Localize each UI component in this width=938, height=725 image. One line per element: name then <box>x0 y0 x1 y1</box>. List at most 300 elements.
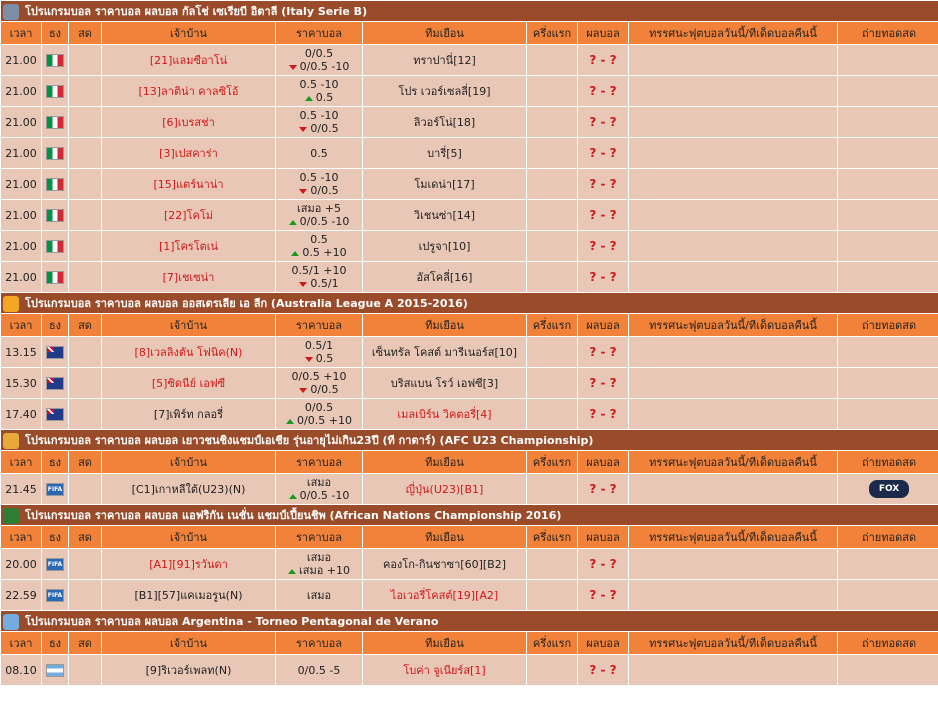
broadcast-cell <box>838 549 938 579</box>
home-team[interactable]: [8]เวลลิงตัน โฟนิค(N) <box>102 337 275 367</box>
score[interactable]: ? - ? <box>589 345 617 359</box>
odds-line-1 <box>276 147 362 160</box>
odds-value: 0.5/1 <box>304 339 334 352</box>
odds-value: 0/0.5 <box>310 383 339 396</box>
header-result: ผลบอล <box>578 451 628 473</box>
odds-line-1 <box>276 339 362 352</box>
result-cell <box>578 200 628 230</box>
live-cell <box>69 368 101 398</box>
home-team[interactable]: [5]ซิดนีย์ เอฟซี <box>102 368 275 398</box>
broadcast-cell <box>838 169 938 199</box>
odds-line-2 <box>276 91 362 104</box>
a-league-logo-icon <box>3 296 19 312</box>
live-cell <box>69 231 101 261</box>
odds-line-2 <box>276 564 362 577</box>
serie-b-logo-icon <box>3 4 19 20</box>
score[interactable]: ? - ? <box>589 376 617 390</box>
live-cell <box>69 138 101 168</box>
league-title[interactable]: โปรแกรมบอล ราคาบอล ผลบอล เยาวชนชิงแชมป์เอเชีย รุ่นอายุไม่เกิน23ปี (ที กาตาร์) (AFC U23 Championship) <box>25 434 594 447</box>
home-team[interactable]: [6]เบรสช่า <box>102 107 275 137</box>
odds-line-2 <box>276 277 362 290</box>
score[interactable]: ? - ? <box>589 557 617 571</box>
tips-cell <box>629 474 837 504</box>
score[interactable]: ? - ? <box>589 270 617 284</box>
match-row[interactable] <box>1 399 938 429</box>
odds-cell <box>276 399 362 429</box>
header-time: เวลา <box>1 526 41 548</box>
league-title[interactable]: โปรแกรมบอล ราคาบอล ผลบอล แอฟริกัน เนชั่น แชมป์เปี้ยนชิพ (African Nations Championship 2016) <box>25 509 562 522</box>
arrow-up-icon <box>291 251 299 256</box>
match-row[interactable] <box>1 262 938 292</box>
header-time: เวลา <box>1 22 41 44</box>
odds-cell <box>276 231 362 261</box>
fifa-flag-icon: FIFA <box>46 483 64 496</box>
arrow-down-icon <box>299 189 307 194</box>
flag-cell <box>42 107 68 137</box>
arrow-up-icon <box>305 96 313 101</box>
live-cell <box>69 169 101 199</box>
arrow-up-icon <box>289 220 297 225</box>
result-cell <box>578 76 628 106</box>
odds-line-2 <box>276 122 362 135</box>
odds-value: 0.5 -10 <box>299 171 339 184</box>
header-tips: ทรรศนะฟุตบอลวันนี้/ทีเด็ดบอลคืนนี้ <box>629 22 837 44</box>
header-time: เวลา <box>1 451 41 473</box>
flag-cell <box>42 655 68 685</box>
odds-cell <box>276 474 362 504</box>
match-row[interactable] <box>1 549 938 579</box>
arrow-down-icon <box>299 282 307 287</box>
league-title-cell <box>1 505 938 525</box>
broadcast-cell <box>838 399 938 429</box>
odds-cell <box>276 200 362 230</box>
match-time: 21.00 <box>1 200 41 230</box>
score[interactable]: ? - ? <box>589 84 617 98</box>
broadcast-cell <box>838 107 938 137</box>
result-cell <box>578 474 628 504</box>
flag-cell <box>42 138 68 168</box>
header-flag: ธง <box>42 451 68 473</box>
result-cell <box>578 107 628 137</box>
odds-value: เสมอ +5 <box>296 202 342 215</box>
header-half: ครึ่งแรก <box>527 451 577 473</box>
tips-cell <box>629 337 837 367</box>
header-odds: ราคาบอล <box>276 22 362 44</box>
away-team[interactable]: เปรูจา[10] <box>363 231 526 261</box>
league-header <box>1 505 938 525</box>
header-home: เจ้าบ้าน <box>102 451 275 473</box>
broadcast-cell <box>838 200 938 230</box>
odds-value: 0.5 <box>315 91 334 104</box>
column-header-row <box>1 526 938 548</box>
header-flag: ธง <box>42 526 68 548</box>
column-header-row <box>1 314 938 336</box>
header-half: ครึ่งแรก <box>527 632 577 654</box>
tips-cell <box>629 549 837 579</box>
odds-cell <box>276 549 362 579</box>
match-row[interactable] <box>1 169 938 199</box>
odds-value: 0/0.5 <box>310 122 339 135</box>
score[interactable]: ? - ? <box>589 239 617 253</box>
italy-flag-icon <box>46 209 64 222</box>
tips-cell <box>629 262 837 292</box>
home-team[interactable]: [7]เพิร์ท กลอรี่ <box>102 399 275 429</box>
odds-value: 0.5 <box>310 146 328 160</box>
broadcast-cell <box>838 368 938 398</box>
odds-cell <box>276 45 362 75</box>
odds-line-1 <box>276 589 362 602</box>
odds-line-1 <box>276 551 362 564</box>
odds-value: เสมอ <box>306 476 332 489</box>
tips-cell <box>629 76 837 106</box>
match-time: 21.00 <box>1 169 41 199</box>
league-header <box>1 611 938 631</box>
home-team[interactable]: [21]แลมซีอาโน่ <box>102 45 275 75</box>
match-time: 21.00 <box>1 45 41 75</box>
home-team[interactable]: [9]ริเวอร์เพลท(N) <box>102 655 275 685</box>
league-title[interactable]: โปรแกรมบอล ราคาบอล ผลบอล Argentina - Torneo Pentagonal de Verano <box>25 615 439 628</box>
odds-cell <box>276 337 362 367</box>
odds-value: 0.5 <box>315 352 334 365</box>
live-cell <box>69 580 101 610</box>
header-result: ผลบอล <box>578 526 628 548</box>
league-title[interactable]: โปรแกรมบอล ราคาบอล ผลบอล กัลโช่ เซเรียบี อิตาลี (Italy Serie B) <box>25 5 368 18</box>
header-live: สด <box>69 22 101 44</box>
header-result: ผลบอล <box>578 632 628 654</box>
header-broadcast: ถ่ายทอดสด <box>838 526 938 548</box>
match-row[interactable] <box>1 76 938 106</box>
odds-line-1 <box>276 664 362 677</box>
argentina-flag-icon <box>46 664 64 677</box>
half-time-cell <box>527 474 577 504</box>
match-row[interactable] <box>1 107 938 137</box>
score[interactable]: ? - ? <box>589 177 617 191</box>
arrow-up-icon <box>289 494 297 499</box>
column-header-row <box>1 451 938 473</box>
match-row[interactable] <box>1 337 938 367</box>
fox-sports-logo-icon[interactable]: FOX <box>869 480 909 498</box>
match-row[interactable] <box>1 138 938 168</box>
header-live: สด <box>69 526 101 548</box>
odds-value: 0/0.5 -10 <box>299 489 350 502</box>
header-live: สด <box>69 632 101 654</box>
odds-cell <box>276 368 362 398</box>
result-cell <box>578 45 628 75</box>
header-broadcast: ถ่ายทอดสด <box>838 451 938 473</box>
header-tips: ทรรศนะฟุตบอลวันนี้/ทีเด็ดบอลคืนนี้ <box>629 451 837 473</box>
header-tips: ทรรศนะฟุตบอลวันนี้/ทีเด็ดบอลคืนนี้ <box>629 526 837 548</box>
league-title-cell <box>1 1 938 21</box>
odds-line-2 <box>276 383 362 396</box>
result-cell <box>578 549 628 579</box>
score[interactable]: ? - ? <box>589 53 617 67</box>
odds-line-2 <box>276 60 362 73</box>
flag-cell <box>42 45 68 75</box>
away-team[interactable]: คองโก-กินชาซา[60][B2] <box>363 549 526 579</box>
result-cell <box>578 368 628 398</box>
arrow-down-icon <box>299 388 307 393</box>
header-home: เจ้าบ้าน <box>102 22 275 44</box>
home-team[interactable]: [7]เชเซน่า <box>102 262 275 292</box>
header-home: เจ้าบ้าน <box>102 632 275 654</box>
header-tips: ทรรศนะฟุตบอลวันนี้/ทีเด็ดบอลคืนนี้ <box>629 314 837 336</box>
away-team[interactable]: เมลเบิร์น วิคตอรี่[4] <box>363 399 526 429</box>
result-cell <box>578 262 628 292</box>
away-team[interactable]: วิเชนซ่า[14] <box>363 200 526 230</box>
live-cell <box>69 337 101 367</box>
broadcast-cell <box>838 580 938 610</box>
odds-value: 0.5 +10 <box>302 246 347 259</box>
odds-value: เสมอ <box>306 551 332 564</box>
broadcast-cell <box>838 76 938 106</box>
tips-cell <box>629 368 837 398</box>
column-header-row <box>1 22 938 44</box>
header-home: เจ้าบ้าน <box>102 314 275 336</box>
match-row[interactable] <box>1 368 938 398</box>
header-half: ครึ่งแรก <box>527 22 577 44</box>
italy-flag-icon <box>46 54 64 67</box>
arrow-down-icon <box>305 357 313 362</box>
tips-cell <box>629 45 837 75</box>
live-cell <box>69 474 101 504</box>
broadcast-cell <box>838 231 938 261</box>
odds-line-1 <box>276 264 362 277</box>
away-team[interactable]: เซ็นทรัล โคสต์ มารีเนอร์ส[10] <box>363 337 526 367</box>
away-team[interactable]: ทราปานี่[12] <box>363 45 526 75</box>
odds-cell <box>276 655 362 685</box>
header-live: สด <box>69 451 101 473</box>
italy-flag-icon <box>46 85 64 98</box>
broadcast-cell <box>838 655 938 685</box>
fifa-flag-icon: FIFA <box>46 558 64 571</box>
header-home: เจ้าบ้าน <box>102 526 275 548</box>
header-odds: ราคาบอล <box>276 526 362 548</box>
flag-cell <box>42 231 68 261</box>
odds-value: เสมอ <box>306 588 332 602</box>
odds-line-2 <box>276 184 362 197</box>
fifa-flag-icon: FIFA <box>46 589 64 602</box>
away-team[interactable]: บารี่[5] <box>363 138 526 168</box>
half-time-cell <box>527 76 577 106</box>
tips-cell <box>629 580 837 610</box>
header-result: ผลบอล <box>578 314 628 336</box>
odds-value: 0/0.5 +10 <box>297 414 352 427</box>
odds-value: 0/0.5 <box>310 184 339 197</box>
match-row[interactable] <box>1 655 938 685</box>
odds-line-1 <box>276 202 362 215</box>
away-team[interactable]: อัสโคลี่[16] <box>363 262 526 292</box>
result-cell <box>578 655 628 685</box>
half-time-cell <box>527 231 577 261</box>
header-away: ทีมเยือน <box>363 22 526 44</box>
odds-line-1 <box>276 47 362 60</box>
flag-cell <box>42 262 68 292</box>
result-cell <box>578 580 628 610</box>
australia-flag-icon <box>46 346 64 359</box>
odds-line-1 <box>276 476 362 489</box>
tips-cell <box>629 107 837 137</box>
home-team[interactable]: [22]โคโม่ <box>102 200 275 230</box>
match-time: 21.45 <box>1 474 41 504</box>
league-title[interactable]: โปรแกรมบอล ราคาบอล ผลบอล ออสเตรเลีย เอ ลีก (Australia League A 2015-2016) <box>25 297 468 310</box>
live-cell <box>69 262 101 292</box>
afc-logo-icon <box>3 433 19 449</box>
match-time: 21.00 <box>1 262 41 292</box>
result-cell <box>578 399 628 429</box>
odds-line-2 <box>276 246 362 259</box>
score[interactable]: ? - ? <box>589 663 617 677</box>
odds-cell <box>276 76 362 106</box>
half-time-cell <box>527 107 577 137</box>
arrow-up-icon <box>288 569 296 574</box>
match-time: 08.10 <box>1 655 41 685</box>
odds-line-2 <box>276 352 362 365</box>
away-team[interactable]: โมเดน่า[17] <box>363 169 526 199</box>
half-time-cell <box>527 368 577 398</box>
odds-value: 0.5 <box>310 233 328 246</box>
flag-cell <box>42 368 68 398</box>
home-team[interactable]: [13]ลาติน่า คาลซิโอ้ <box>102 76 275 106</box>
live-cell <box>69 107 101 137</box>
result-cell <box>578 169 628 199</box>
odds-value: 0/0.5 <box>304 401 334 414</box>
league-title-cell <box>1 611 938 631</box>
broadcast-cell <box>838 474 938 504</box>
tips-cell <box>629 138 837 168</box>
score[interactable]: ? - ? <box>589 588 617 602</box>
odds-value: 0.5 -10 <box>299 109 339 122</box>
half-time-cell <box>527 138 577 168</box>
result-cell <box>578 138 628 168</box>
match-row[interactable] <box>1 580 938 610</box>
away-team[interactable]: ลิวอร์โน่[18] <box>363 107 526 137</box>
odds-line-1 <box>276 370 362 383</box>
italy-flag-icon <box>46 116 64 129</box>
header-live: สด <box>69 314 101 336</box>
italy-flag-icon <box>46 240 64 253</box>
match-row[interactable] <box>1 231 938 261</box>
away-team[interactable]: โปร เวอร์เซลลี่[19] <box>363 76 526 106</box>
odds-value: 0.5/1 +10 <box>291 264 347 277</box>
live-cell <box>69 655 101 685</box>
league-header <box>1 293 938 313</box>
match-time: 21.00 <box>1 76 41 106</box>
home-team[interactable]: [3]เปสคาร่า <box>102 138 275 168</box>
live-cell <box>69 399 101 429</box>
match-time: 20.00 <box>1 549 41 579</box>
odds-line-1 <box>276 233 362 246</box>
odds-cell <box>276 580 362 610</box>
broadcast-cell <box>838 45 938 75</box>
score[interactable]: ? - ? <box>589 407 617 421</box>
live-cell <box>69 200 101 230</box>
odds-cell <box>276 138 362 168</box>
odds-line-2 <box>276 489 362 502</box>
tips-cell <box>629 169 837 199</box>
score[interactable]: ? - ? <box>589 208 617 222</box>
home-team[interactable]: [1]โครโตเน่ <box>102 231 275 261</box>
league-header <box>1 430 938 450</box>
match-time: 21.00 <box>1 231 41 261</box>
half-time-cell <box>527 169 577 199</box>
half-time-cell <box>527 262 577 292</box>
half-time-cell <box>527 337 577 367</box>
away-team[interactable]: ญี่ปุ่น(U23)[B1] <box>363 474 526 504</box>
match-time: 22.59 <box>1 580 41 610</box>
live-cell <box>69 45 101 75</box>
score[interactable]: ? - ? <box>589 146 617 160</box>
header-flag: ธง <box>42 22 68 44</box>
flag-cell <box>42 337 68 367</box>
odds-line-2 <box>276 215 362 228</box>
arrow-up-icon <box>286 419 294 424</box>
score[interactable]: ? - ? <box>589 482 617 496</box>
header-time: เวลา <box>1 314 41 336</box>
home-team[interactable]: [B1][57]แคเมอรูน(N) <box>102 580 275 610</box>
header-away: ทีมเยือน <box>363 526 526 548</box>
odds-cell <box>276 262 362 292</box>
header-away: ทีมเยือน <box>363 314 526 336</box>
odds-cell <box>276 107 362 137</box>
match-row[interactable] <box>1 45 938 75</box>
broadcast-cell <box>838 138 938 168</box>
result-cell <box>578 337 628 367</box>
match-row[interactable] <box>1 474 938 504</box>
match-time: 17.40 <box>1 399 41 429</box>
tips-cell <box>629 231 837 261</box>
arrow-down-icon <box>289 65 297 70</box>
away-team[interactable]: โบค่า จูเนียร์ส[1] <box>363 655 526 685</box>
half-time-cell <box>527 655 577 685</box>
odds-cell <box>276 169 362 199</box>
home-team[interactable]: [15]แตร์นาน่า <box>102 169 275 199</box>
caf-logo-icon <box>3 508 19 524</box>
result-cell <box>578 231 628 261</box>
odds-value: 0/0.5 -10 <box>299 215 350 228</box>
header-flag: ธง <box>42 314 68 336</box>
live-cell <box>69 549 101 579</box>
odds-value: 0/0.5 +10 <box>291 370 347 383</box>
header-half: ครึ่งแรก <box>527 526 577 548</box>
match-time: 21.00 <box>1 138 41 168</box>
half-time-cell <box>527 580 577 610</box>
broadcast-cell <box>838 262 938 292</box>
header-odds: ราคาบอล <box>276 451 362 473</box>
away-team[interactable]: ไอเวอรี่โคสต์[19][A2] <box>363 580 526 610</box>
column-header-row <box>1 632 938 654</box>
league-title-cell <box>1 430 938 450</box>
header-broadcast: ถ่ายทอดสด <box>838 22 938 44</box>
home-team[interactable]: [A1][91]รวันดา <box>102 549 275 579</box>
away-team[interactable]: บริสแบน โรว์ เอฟซี[3] <box>363 368 526 398</box>
odds-line-1 <box>276 78 362 91</box>
score[interactable]: ? - ? <box>589 115 617 129</box>
header-broadcast: ถ่ายทอดสด <box>838 632 938 654</box>
odds-line-1 <box>276 171 362 184</box>
tips-cell <box>629 200 837 230</box>
odds-value: เสมอ +10 <box>298 564 351 577</box>
australia-flag-icon <box>46 377 64 390</box>
home-team[interactable]: [C1]เกาหลีใต้(U23)(N) <box>102 474 275 504</box>
odds-value: 0.5 -10 <box>299 78 339 91</box>
afa-logo-icon <box>3 614 19 630</box>
half-time-cell <box>527 45 577 75</box>
header-broadcast: ถ่ายทอดสด <box>838 314 938 336</box>
header-away: ทีมเยือน <box>363 451 526 473</box>
flag-cell <box>42 76 68 106</box>
arrow-down-icon <box>299 127 307 132</box>
match-row[interactable] <box>1 200 938 230</box>
